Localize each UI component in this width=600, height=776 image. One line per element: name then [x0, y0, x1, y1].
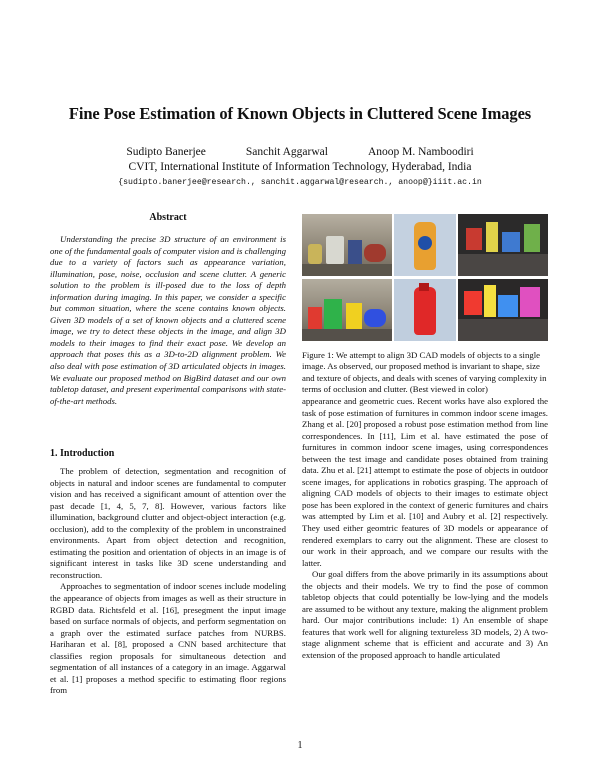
figure-photo-cluttered-aligned	[458, 279, 548, 341]
paper-title: Fine Pose Estimation of Known Objects in Cluttered Scene Images	[68, 104, 532, 123]
author-name: Sudipto Banerjee	[126, 146, 206, 158]
author-name: Anoop M. Namboodiri	[367, 146, 474, 158]
abstract-heading: Abstract	[149, 212, 187, 223]
author-name: Sanchit Aggarwal	[245, 146, 328, 158]
figure-photo-bottle-aligned	[394, 279, 456, 341]
figure-photo-cluttered-scene	[458, 214, 548, 276]
paragraph: appearance and geometric cues. Recent works have also explored the task of pose estimation of furnitures in common indoor scene images. Zhang et al. [20] proposed a robust pose estimation method from line correspondences. In [11], Lim et al. have estimated the pose of furnitures in common indoor scene images, using correspondences between the test image and candidate poses obtained from training data. Zhu et al. [21] attempt to estimate the pose of objects in outdoor scene images, for applications in robotics grasping. The approach of aligning CAD models of objects to their images to estimate object pose has been explored in the context of generic furnitures and chairs was attempted by Lim et al. [10] and Aubry et al. [2] respectively. They used either geomtric features of 3D models or appearance of rendered exemplars to carry out the alignment. These are closest to our work in their approach, and we compare our results with the latter.	[302, 396, 548, 568]
affiliation: CVIT, International Institute of Information Technology, Hyderabad, India	[128, 161, 472, 173]
section-heading-introduction: 1. Introduction	[50, 448, 115, 459]
figure-caption: Figure 1: We attempt to align 3D CAD models of objects to a single image. As observed, our proposed method is invariant to shape, size and texture of objects, and deals with scenes of varying complexity in terms of occlusion and clutter. (Best viewed in color)	[302, 350, 547, 394]
figure-photo-detergent-bottle	[394, 214, 456, 276]
paragraph: The problem of detection, segmentation and recognition of objects in natural and indoor scenes are fundamental to computer vision and has received a significant amount of attention over the past decade [1, 4, 5, 7, 8]. However, various factors like illumination, background clutter and object-object interaction (e.g. occlusion), add to the complexity of the problem in unconstrained environments. Apart from object detection and recognition, estimating the position and orientation of objects in an image is of significant interest in tasks like 3D scene understanding and reconstruction.	[50, 466, 286, 580]
paragraph: Approaches to segmentation of indoor scenes include modeling the appearance of objects from images as well as their structure in RGBD data. Richtsfeld et al. [16], presegment the input image based on surface normals of objects, and perform segmentation on a graph over the estimated surface patches from NURBS. Hariharan et al. [8], proposed a CNN based architecture that classifies region proposals for simultaneous detection and segmentation of all instances of a category in an image. Aggarwal et al. [1] proposes a method specific to estimating floor regions from	[50, 581, 286, 696]
intro-column-left	[50, 466, 286, 697]
author-emails: {sudipto.banerjee@research., sanchit.aggarwal@research., anoop@}iiit.ac.in	[118, 178, 482, 187]
abstract-text: Understanding the precise 3D structure of an environment is one of the fundamental goals of computer vision and is challenging due to a variety of factors such as appearance variation, illumination, pose, noise, occlusion and scene clutter. A generic solution to the problem is ill-posed due to the loss of depth information during imaging. In this paper, we consider a specific but common situation, where the scene contains known objects. Given 3D models of a set of known objects and a cluttered scene image, we try to detect these objects in the image, and align 3D models to their images to find their exact pose. We develop an approach that poses this as a 3D-to-2D alignment problem. We also deal with pose estimation of 3D articulated objects in images. We evaluate our proposed method on BigBird dataset and our own tabletop dataset, and present experimental comparisons with state-of-the-art methods.	[50, 234, 286, 406]
author-list	[0, 146, 600, 158]
paragraph: Our goal differs from the above primarily in its assumptions about the objects and their models. We try to find the pose of common tabletop objects that could potentially be low-lying and the models are assumed to be without any texture, making the alignment problem hard. Our major contributions include: 1) An ensemble of shape features that work well for aligning textureless 3D models, 2) A two-stage alignment scheme that is efficient and accurate and 3) An extension of the proposed approach to handle articulated	[302, 569, 548, 661]
page-number: 1	[297, 740, 303, 751]
figure-1	[302, 214, 548, 341]
intro-column-right	[302, 396, 548, 662]
figure-photo-tabletop-scene	[302, 214, 392, 276]
figure-photo-tabletop-aligned	[302, 279, 392, 341]
